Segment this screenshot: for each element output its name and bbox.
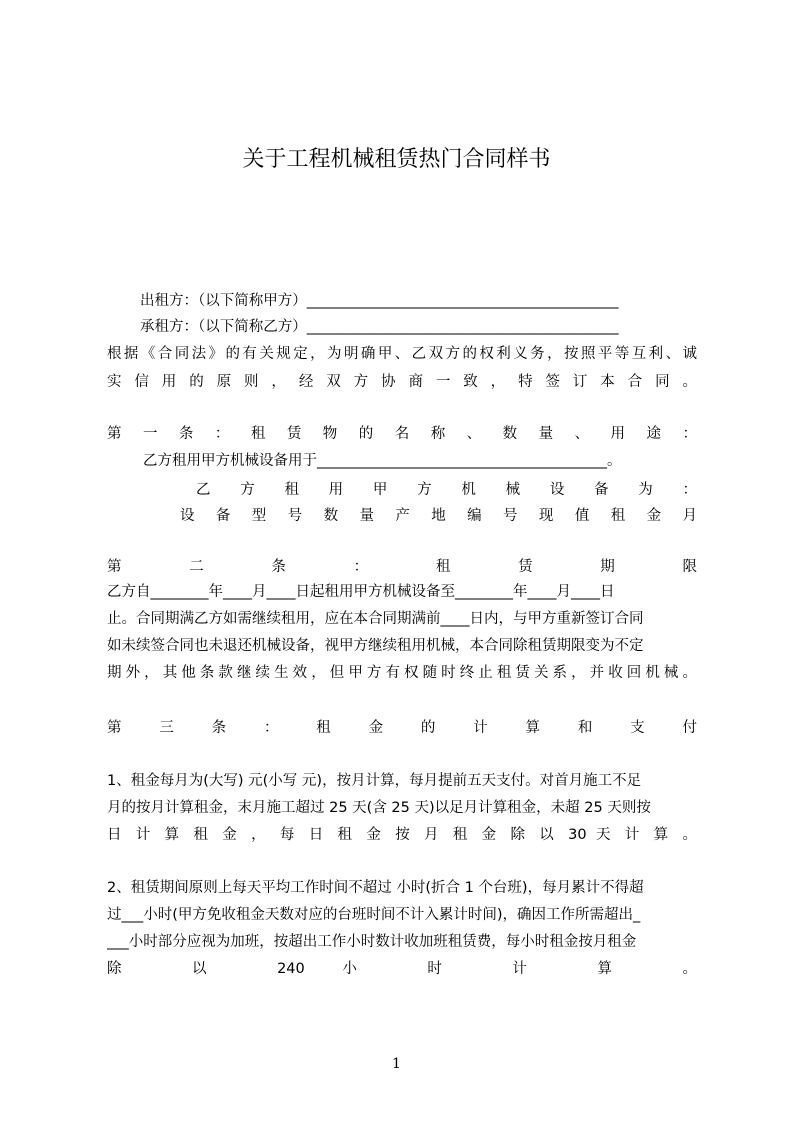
article-2-line-2: 止。合同期满乙方如需继续租用，应在本合同期满前____日内，与甲方重新签订合同 bbox=[107, 611, 644, 627]
article-3-item-1-line-3: 日 计 算 租 金 ， 每 日 租 金 按 月 租 金 除 以 30 天 计 算 。 bbox=[107, 827, 697, 843]
article-1-equipment: 乙 方 租 用 甲 方 机 械 设 备 为 ： bbox=[196, 482, 697, 498]
article-2-line-3: 如未续签合同也未退还机械设备，视甲方继续租用机械，本合同除租赁期限变为不定 bbox=[107, 638, 644, 654]
document-title: 关于工程机械租赁热门合同样书 bbox=[242, 147, 551, 172]
article-2-heading: 第 二 条 ： 租 赁 期 限 bbox=[107, 559, 697, 575]
article-1-table-header: 设 备 型 号 数 量 产 地 编 号 现 值 租 金 月 bbox=[180, 508, 697, 524]
preamble-line-1: 根据《合同法》的有关规定，为明确甲、乙双方的权利义务，按照平等互利、诚 bbox=[107, 346, 697, 362]
article-1-usage: 乙方租用甲方机械设备用于________________________________________。 bbox=[143, 453, 622, 469]
article-2-line-1: 乙方自________年____月____日起租用甲方机械设备至________年____月____日 bbox=[107, 584, 615, 600]
article-3-item-1-line-1: 1、租金每月为(大写) 元(小写 元)，按月计算，每月提前五天支付。对首月施工不足 bbox=[107, 773, 642, 789]
preamble-line-2: 实 信 用 的 原 则 ， 经 双 方 协 商 一 致 ， 特 签 订 本 合 同 。 bbox=[107, 374, 697, 390]
article-3-item-2-line-4: 除 以 240 小 时 计 算 。 bbox=[107, 961, 697, 977]
article-3-item-2-line-1: 2、租赁期间原则上每天平均工作时间不超过 小时(折合 1 个台班)，每月累计不得超 bbox=[107, 880, 644, 896]
lessee-line: 承租方：（以下简称乙方）___________________________________________ bbox=[140, 319, 619, 335]
article-3-heading: 第 三 条 ： 租 金 的 计 算 和 支 付 bbox=[107, 720, 697, 736]
article-2-line-4: 期外，其他条款继续生效，但甲方有权随时终止租赁关系，并收回机械。 bbox=[107, 665, 697, 681]
article-3-item-1-line-2: 月的按月计算租金，末月施工超过 25 天(含 25 天)以足月计算租金，未超 25 天则按 bbox=[107, 800, 651, 816]
article-3-item-2-line-2: 过___小时(甲方免收租金天数对应的台班时间不计入累计时间)，确因工作所需超出_ bbox=[107, 907, 641, 923]
page-number: 1 bbox=[392, 1056, 401, 1072]
article-1-heading: 第 一 条 ： 租 赁 物 的 名 称 、 数 量 、 用 途 ： bbox=[107, 426, 697, 442]
article-3-item-2-line-3: ___小时部分应视为加班，按超出工作小时数计收加班租赁费，每小时租金按月租金 bbox=[107, 934, 637, 950]
lessor-line: 出租方：（以下简称甲方）___________________________________________ bbox=[140, 293, 619, 309]
